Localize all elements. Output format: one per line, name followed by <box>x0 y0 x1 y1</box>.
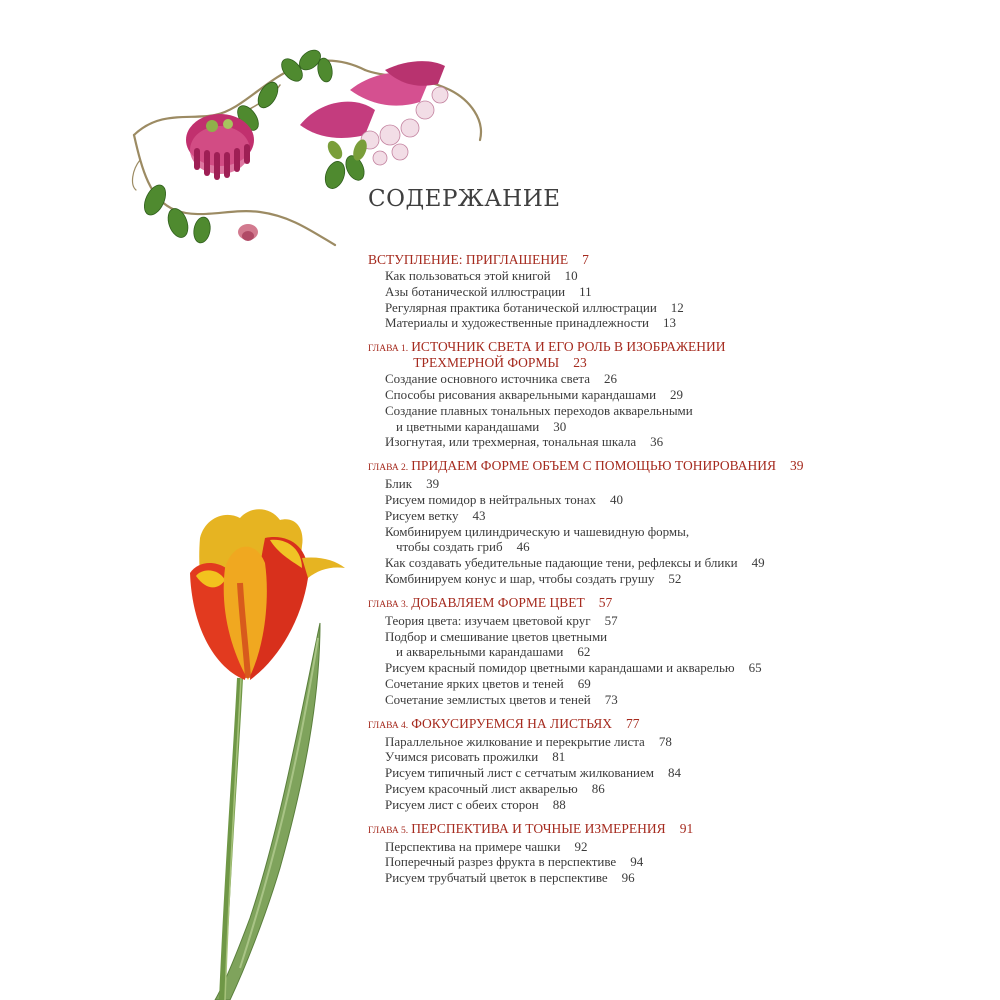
entry-page-number: 43 <box>472 507 486 523</box>
entry-title: Комбинируем цилиндрическую и чашевидную формы, <box>385 523 690 539</box>
toc-entry[interactable] <box>385 854 968 870</box>
entry-title: Рисуем красочный лист акварелью <box>385 780 578 796</box>
chapter-number: ГЛАВА 3. <box>368 599 409 610</box>
entry-title: Рисуем лист с обеих сторон <box>385 796 539 812</box>
entry-title: Создание плавных тональных переходов акварельными <box>385 402 693 418</box>
toc-entry[interactable] <box>385 749 968 765</box>
entry-title: Рисуем трубчатый цветок в перспективе <box>385 870 608 886</box>
toc-entry[interactable] <box>385 676 968 692</box>
entry-page-number: 12 <box>670 299 684 315</box>
chapter-page-number: 57 <box>598 594 613 610</box>
toc-entry[interactable] <box>385 315 968 331</box>
entry-title: Изогнутая, или трехмерная, тональная шкала <box>385 434 637 450</box>
flowering-vine-illustration <box>120 40 500 255</box>
entry-title: Создание основного источника света <box>385 371 590 387</box>
toc-entry[interactable] <box>385 284 968 300</box>
table-of-contents <box>368 252 968 894</box>
chapter-page-number: 23 <box>573 355 587 371</box>
toc-entry[interactable] <box>385 797 968 813</box>
entry-page-number: 86 <box>591 780 605 796</box>
entry-page-number: 73 <box>604 691 618 707</box>
chapter-heading[interactable] <box>368 821 968 839</box>
toc-entry[interactable] <box>385 870 968 886</box>
entry-page-number: 88 <box>552 796 566 812</box>
entry-page-number: 30 <box>553 418 567 434</box>
toc-entry[interactable] <box>385 403 968 435</box>
toc-entry[interactable] <box>385 660 968 676</box>
entry-page-number: 26 <box>604 371 617 387</box>
toc-chapter-intro <box>368 252 968 331</box>
entry-page-number: 96 <box>621 870 635 886</box>
entry-page-number: 40 <box>610 491 624 507</box>
entry-page-number: 69 <box>577 675 591 691</box>
toc-chapter-3 <box>368 595 968 708</box>
chapter-page-number: 7 <box>582 252 589 267</box>
entry-title-continued: и акварельными карандашами <box>396 644 564 660</box>
toc-chapter-4 <box>368 716 968 813</box>
tulip-illustration <box>170 498 355 1000</box>
toc-entry[interactable] <box>385 629 968 661</box>
chapter-heading[interactable] <box>368 595 968 613</box>
entry-title: Рисуем типичный лист с сетчатым жилкованием <box>385 765 654 781</box>
entry-title: Поперечный разрез фрукта в перспективе <box>385 854 617 870</box>
toc-entry[interactable] <box>385 268 968 284</box>
entry-title: Блик <box>385 476 413 492</box>
chapter-title: ПЕРСПЕКТИВА И ТОЧНЫЕ ИЗМЕРЕНИЯ <box>411 820 666 836</box>
chapter-heading[interactable] <box>368 716 968 734</box>
toc-entry[interactable] <box>385 476 968 492</box>
entry-title: Рисуем ветку <box>385 507 459 523</box>
chapter-page-number: 39 <box>790 458 804 474</box>
entry-title: Учимся рисовать прожилки <box>385 749 539 765</box>
chapter-heading[interactable] <box>368 339 968 371</box>
toc-entry[interactable] <box>385 839 968 855</box>
toc-entry[interactable] <box>385 434 968 450</box>
entry-title: Подбор и смешивание цветов цветными <box>385 628 608 644</box>
entry-page-number: 39 <box>426 476 440 492</box>
entry-page-number: 94 <box>630 854 644 870</box>
page-title: СОДЕРЖАНИЕ <box>368 186 561 212</box>
entry-title: Регулярная практика ботанической иллюстрации <box>385 299 657 315</box>
entry-title: Комбинируем конус и шар, чтобы создать грушу <box>385 570 655 586</box>
toc-entry[interactable] <box>385 492 968 508</box>
chapter-number: ГЛАВА 1. <box>368 344 409 355</box>
entry-title: Рисуем помидор в нейтральных тонах <box>385 491 597 507</box>
toc-entry[interactable] <box>385 371 968 387</box>
chapter-heading[interactable] <box>368 458 968 476</box>
chapter-number: ГЛАВА 5. <box>368 825 409 836</box>
toc-chapter-1 <box>368 339 968 450</box>
entry-title: Параллельное жилкование и перекрытие листа <box>385 733 645 749</box>
entry-title-continued: чтобы создать гриб <box>396 539 503 555</box>
entry-page-number: 46 <box>516 539 530 555</box>
chapter-heading[interactable] <box>368 252 968 268</box>
entry-title: Как пользоваться этой книгой <box>385 268 551 283</box>
chapter-title-continued: ТРЕХМЕРНОЙ ФОРМЫ <box>413 355 560 371</box>
entry-title: Сочетание ярких цветов и теней <box>385 675 564 691</box>
chapter-title: ДОБАВЛЯЕМ ФОРМЕ ЦВЕТ <box>411 594 585 610</box>
entry-page-number: 78 <box>658 733 672 749</box>
entry-page-number: 84 <box>668 765 681 781</box>
toc-entry[interactable] <box>385 734 968 750</box>
entry-page-number: 65 <box>748 660 762 676</box>
chapter-page-number: 77 <box>626 715 640 731</box>
toc-entry[interactable] <box>385 555 968 571</box>
toc-chapter-2 <box>368 458 968 587</box>
entry-title: Как создавать убедительные падающие тени, рефлексы и блики <box>385 555 738 571</box>
chapter-number: ГЛАВА 2. <box>368 463 409 474</box>
entry-page-number: 49 <box>751 555 765 571</box>
entry-title-continued: и цветными карандашами <box>396 418 540 434</box>
entry-page-number: 10 <box>564 268 578 283</box>
entry-title: Материалы и художественные принадлежности <box>385 315 649 331</box>
toc-entry[interactable] <box>385 571 968 587</box>
entry-page-number: 81 <box>552 749 566 765</box>
entry-page-number: 52 <box>668 570 682 586</box>
entry-page-number: 62 <box>577 644 591 660</box>
toc-chapter-5 <box>368 821 968 886</box>
toc-entry[interactable] <box>385 524 968 556</box>
toc-entry[interactable] <box>385 300 968 316</box>
toc-entry[interactable] <box>385 692 968 708</box>
toc-entry[interactable] <box>385 508 968 524</box>
chapter-title: ПРИДАЕМ ФОРМЕ ОБЪЕМ С ПОМОЩЬЮ ТОНИРОВАНИЯ <box>411 458 777 474</box>
entry-page-number: 36 <box>650 434 664 450</box>
toc-entry[interactable] <box>385 765 968 781</box>
entry-title: Способы рисования акварельными карандашами <box>385 386 657 402</box>
entry-title: Сочетание землистых цветов и теней <box>385 691 591 707</box>
entry-title: Азы ботанической иллюстрации <box>385 283 566 299</box>
entry-title: Перспектива на примере чашки <box>385 838 561 854</box>
chapter-page-number: 91 <box>679 820 694 836</box>
entry-page-number: 92 <box>574 838 588 854</box>
entry-page-number: 11 <box>579 283 592 299</box>
entry-page-number: 29 <box>670 386 684 402</box>
chapter-title: ФОКУСИРУЕМСЯ НА ЛИСТЬЯХ <box>411 715 612 731</box>
entry-page-number: 57 <box>604 612 618 628</box>
toc-entry[interactable] <box>385 781 968 797</box>
chapter-number: ГЛАВА 4. <box>368 720 409 731</box>
toc-entry[interactable] <box>385 613 968 629</box>
chapter-title: ВСТУПЛЕНИЕ: ПРИГЛАШЕНИЕ <box>368 252 569 267</box>
entry-title: Теория цвета: изучаем цветовой круг <box>385 612 591 628</box>
entry-title: Рисуем красный помидор цветными карандашами и акварелью <box>385 660 735 676</box>
toc-entry[interactable] <box>385 387 968 403</box>
chapter-title: ИСТОЧНИК СВЕТА И ЕГО РОЛЬ В ИЗОБРАЖЕНИИ <box>411 339 726 355</box>
entry-page-number: 13 <box>662 315 676 331</box>
